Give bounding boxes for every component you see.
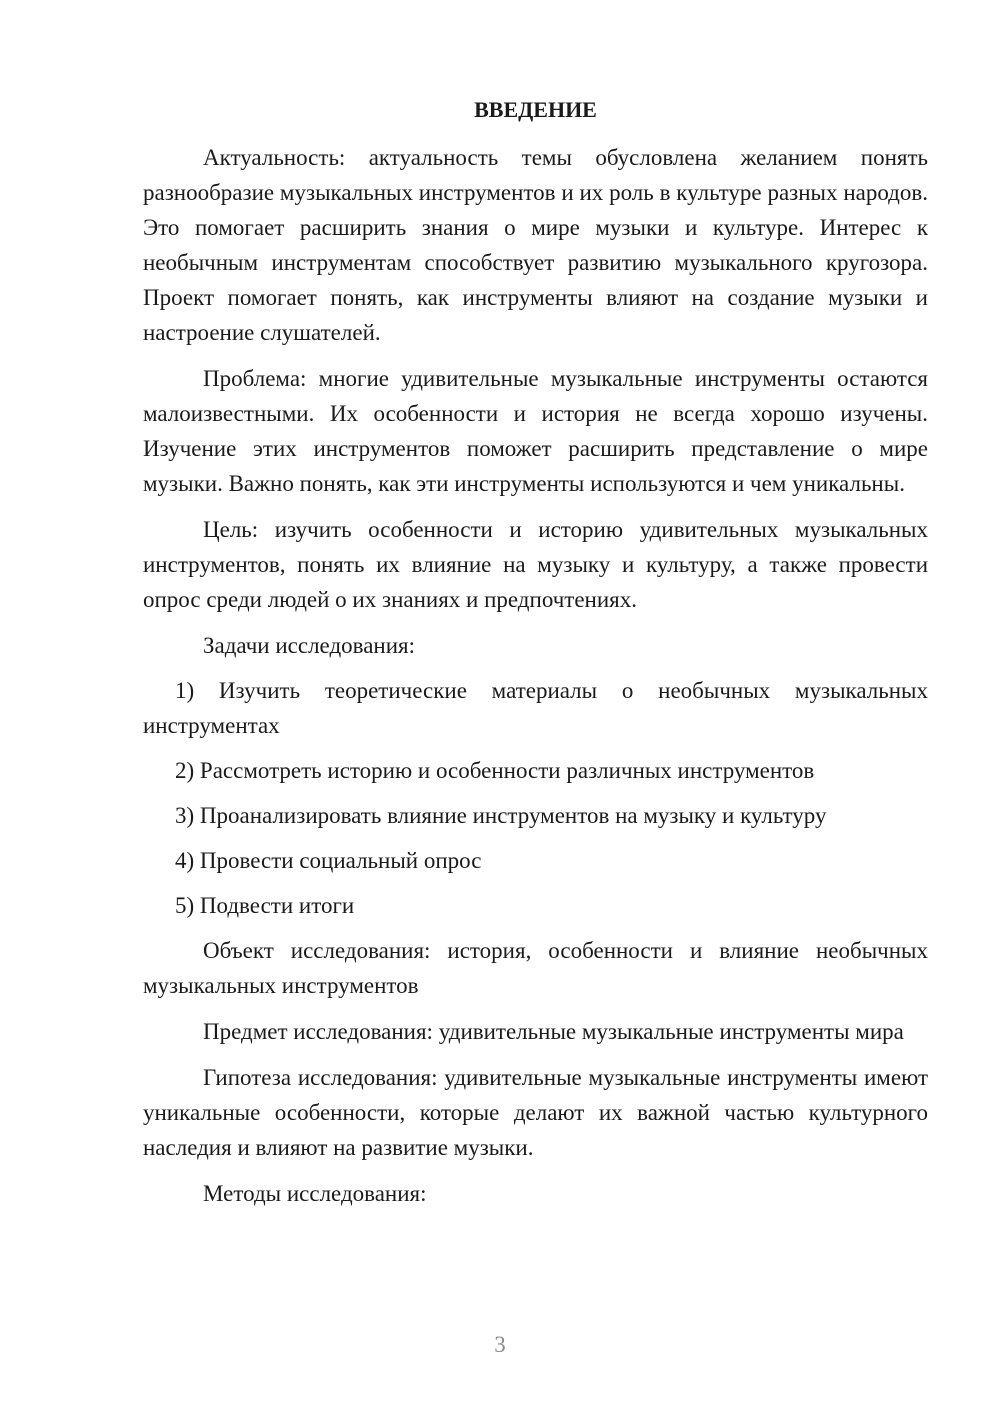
problem-paragraph: Проблема: многие удивительные музыкальные инструменты остаются малоизвестными. Их особенности и история не всегда хорошо изучены. Изучение этих инструментов поможет расширить представление о мире музыки. Важно понять, как эти инструменты используются и чем уникальны.	[143, 366, 928, 496]
subject-paragraph: Предмет исследования: удивительные музыкальные инструменты мира	[203, 1019, 904, 1044]
methods-heading: Методы исследования:	[203, 1181, 427, 1206]
task-item-2: 2) Рассмотреть историю и особенности различных инструментов	[175, 758, 815, 783]
relevance-paragraph: Актуальность: актуальность темы обусловлена желанием понять разнообразие музыкальных инструментов и их роль в культуре разных народов. Это помогает расширить знания о мире музыки и культуре. Интерес к необычным инструментам способствует развитию музыкального кругозора. Проект помогает понять, как инструменты влияют на создание музыки и настроение слушателей.	[143, 145, 928, 345]
task-item-5: 5) Подвести итоги	[175, 893, 355, 918]
page-number: 3	[494, 1332, 506, 1357]
page-content	[143, 92, 928, 1222]
tasks-list	[143, 673, 928, 923]
task-item-3: 3) Проанализировать влияние инструментов на музыку и культуру	[175, 803, 827, 828]
task-item-4: 4) Провести социальный опрос	[175, 848, 482, 873]
section-title: ВВЕДЕНИЕ	[474, 97, 597, 122]
object-paragraph: Объект исследования: история, особенности и влияние необычных музыкальных инструментов	[143, 938, 928, 998]
goal-paragraph: Цель: изучить особенности и историю удивительных музыкальных инструментов, понять их влияние на музыку и культуру, а также провести опрос среди людей о их знаниях и предпочтениях.	[143, 517, 928, 612]
task-item-1: 1) Изучить теоретические материалы о необычных музыкальных инструментах	[143, 678, 928, 738]
hypothesis-paragraph: Гипотеза исследования: удивительные музыкальные инструменты имеют уникальные особенности, которые делают их важной частью культурного наследия и влияют на развитие музыки.	[143, 1065, 928, 1160]
tasks-heading: Задачи исследования:	[203, 633, 416, 658]
